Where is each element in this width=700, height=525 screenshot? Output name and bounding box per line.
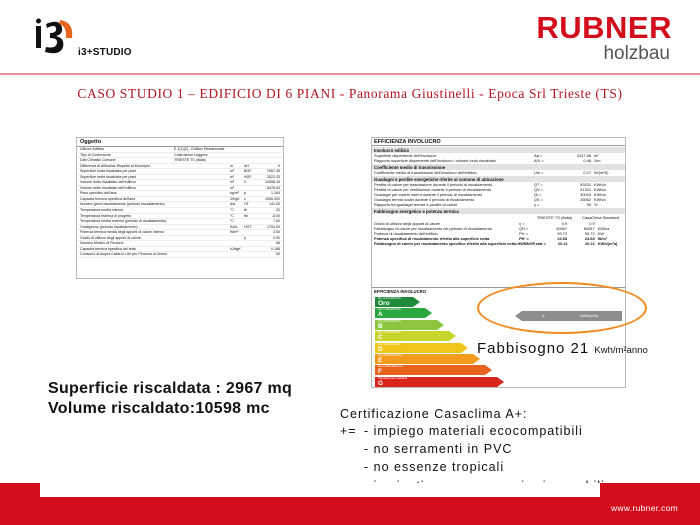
table-cell: Differenza di Altitudine Rispetto al Municipio	[80, 163, 150, 168]
certification-prefix: +=	[340, 424, 357, 438]
energy-class-letter: F	[378, 368, 382, 376]
table-cell	[174, 230, 230, 235]
energy-class-range: fino a 160 kWh/m²a	[378, 364, 403, 369]
energy-class-range: fino a 70 kWh/m²a	[378, 330, 401, 335]
table-cell: m	[230, 163, 233, 168]
table-cell	[174, 191, 230, 196]
certification-item: - no serramenti in PVC	[364, 442, 513, 456]
table-row: Guadagni termici solari durante il periodo di riscaldamento QS = 25062 KWh/a	[374, 197, 606, 202]
table-cell: 0.90	[273, 235, 280, 240]
table-cell	[230, 158, 244, 163]
table-cell	[230, 241, 244, 246]
table-cell	[244, 153, 258, 158]
table-cell: TRIESTE TS (Italia)	[174, 158, 206, 163]
table-cell	[244, 147, 258, 152]
table-cell: Potenza termica media degli apporti di calore interno	[80, 230, 164, 235]
table-row: Perdita di calore per trasmissione durante il periodo di riscaldamento QT = 59231 KWh/a	[374, 182, 606, 187]
energy-class-bar	[375, 297, 413, 307]
energy-class-bar	[375, 354, 473, 364]
surface-volume-block	[48, 379, 292, 419]
table-cell: Tipo di Costruzione	[80, 152, 111, 157]
table-cell: ΔH	[244, 163, 249, 168]
table-cell	[174, 175, 230, 180]
energy-class-bar	[375, 377, 497, 387]
table-cell: Utilizzo Edificio	[80, 147, 105, 151]
highlight-ellipse	[477, 282, 647, 334]
certification-block	[340, 405, 583, 474]
table-cell	[174, 225, 230, 230]
table-row: Perdita di calore per ventilazione durante il periodo di riscaldamento QV = 41331 KWh/a	[374, 187, 606, 192]
table-cell	[258, 158, 280, 163]
table-row: Superficie disperdente dell'involucro Aø = 5117.66 m²	[374, 153, 599, 158]
table-cell: m²	[230, 174, 235, 179]
table-cell: W/m²	[230, 230, 239, 235]
table-cell: Temperatura media interna	[80, 208, 123, 213]
table-row: Grado di utilizzo degli apporti di calore η = 0.9 0.9	[374, 221, 595, 226]
table-cell: Consumo di Acqua Calda in Litri per Persona al Giorno	[80, 252, 168, 257]
table-cell: 10598.16	[265, 180, 280, 185]
energy-class-letter: Oro	[378, 300, 390, 307]
energy-class-range: fino a 50 kWh/m²a	[378, 318, 401, 323]
certification-title: Certificazione Casaclima A+:	[340, 407, 528, 421]
table-cell: θi	[244, 208, 247, 213]
table-cell: 20	[276, 208, 280, 213]
table-cell: 56	[276, 241, 280, 246]
table-cell: m³	[230, 180, 235, 185]
table-cell	[174, 208, 230, 213]
energy-demand-note	[477, 340, 648, 357]
table-cell: -5.00	[271, 213, 280, 218]
rubner-logo	[536, 12, 672, 64]
energy-class-range: fino a 30 kWh/m²a	[378, 307, 401, 312]
table-cell: Temperatura esterna di progetto	[80, 213, 132, 218]
energy-class-bar	[375, 331, 449, 341]
table-cell: Volume lordo riscaldato dell'edificio	[80, 180, 136, 185]
table-cell: 3.50	[273, 230, 280, 235]
section-energy-demand: Fabbisogno energetico e potenza termica	[372, 208, 625, 214]
table-cell: 1.164	[271, 191, 280, 196]
table-cell: Numero Minimo di Persone	[80, 241, 124, 246]
table-cell: 0.188	[271, 246, 280, 251]
table-cell: 1006.000	[265, 196, 280, 201]
table-cell: kg/m³	[230, 191, 239, 196]
column-location: TRIESTE TS (Italia)	[536, 215, 573, 220]
table-cell: Dati Climatici Comune	[80, 158, 116, 163]
table-cell: Peso specifico dell'aria	[80, 191, 117, 196]
table-cell: 2967.45	[267, 169, 280, 174]
energy-class-bar	[375, 365, 485, 375]
sheet-heading: EFFICIENZA INVOLUCRO	[372, 138, 625, 146]
table-cell	[244, 219, 258, 224]
table-cell: c	[244, 196, 246, 201]
slide-title: CASO STUDIO 1 – EDIFICIO DI 6 PIANI - Panorama Giustinelli - Epoca Srl Trieste (TS)	[77, 86, 623, 101]
table-cell	[230, 236, 244, 241]
energy-class-letter: A	[378, 311, 383, 319]
table-cell: BGF	[244, 169, 252, 174]
table-cell	[230, 153, 244, 158]
table-cell: 141.00	[269, 202, 280, 207]
table-row: Fabbisogno di calore per riscaldamento specifico riferito alla superficie netta HWBNGF,stat = 20.21 20.21 KWh/(m²a)	[374, 241, 618, 246]
table-cell	[258, 153, 280, 158]
table-cell: V	[244, 180, 247, 185]
table-cell: 0	[278, 163, 280, 168]
table-cell	[174, 180, 230, 185]
table-cell: Superficie netta riscaldata per piani	[80, 174, 137, 179]
table-cell: Temperatura media esterna (periodo di riscaldamento)	[80, 219, 167, 224]
i3-studio-logo	[34, 16, 154, 62]
heated-volume: Volume riscaldato:10598 mc	[48, 400, 270, 417]
table-cell	[174, 197, 230, 202]
table-cell: m²	[230, 169, 235, 174]
table-cell: 2522.33	[267, 174, 280, 179]
table-cell: Numero giorni riscaldamento (periodo riscaldamento)	[80, 202, 165, 207]
table-cell: °C	[230, 213, 235, 218]
heated-surface: Superficie riscaldata : 2967 mq	[48, 380, 293, 397]
energy-class-bar	[375, 343, 461, 353]
table-cell: Volume netto riscaldato dell'edificio	[80, 185, 136, 190]
table-cell: °C	[230, 208, 235, 213]
table-cell: °C	[230, 219, 235, 224]
table-row: Fabbisogno di calore per riscaldamento nel periodo di riscaldamento QH = 60067 60067 KWh/a	[374, 226, 610, 231]
table-cell: θe	[244, 213, 248, 218]
energy-class-range: Standard case esistenti	[378, 375, 408, 380]
footer-notch	[310, 483, 600, 497]
table-cell	[230, 147, 244, 152]
table-cell	[174, 186, 230, 191]
table-row: Coefficiente medio di trasmissione dell'involucro dell'edificio Um = 0.27 W/(m²K)	[374, 170, 609, 175]
table-body	[77, 147, 283, 258]
table-cell	[174, 202, 230, 207]
table-cell	[174, 252, 230, 257]
table-cell: 8478.53	[267, 185, 280, 190]
table-cell: m³	[230, 185, 235, 190]
top-divider	[0, 73, 700, 75]
certification-item: - no essenze tropicali	[364, 460, 505, 474]
energy-class-bar	[375, 320, 437, 330]
table-cell: Kd/a	[230, 224, 238, 229]
table-cell: 50	[276, 252, 280, 257]
table-cell: E.1(1)(2) - Edificio Residenziale	[174, 147, 225, 151]
column-standard: CasaClima Standard	[582, 215, 619, 220]
energy-class-bar	[375, 308, 425, 318]
table-cell	[244, 230, 258, 235]
table-cell: ρ	[244, 191, 247, 196]
section-envelope: Involucro edilizio	[372, 147, 625, 153]
energy-class-range: fino a 90 kWh/m²a	[378, 341, 401, 346]
table-cell: η	[244, 235, 246, 240]
table-cell	[174, 241, 230, 246]
table-cell	[174, 214, 230, 219]
table-cell	[244, 241, 258, 246]
table-cell	[258, 147, 280, 152]
table-cell: Capacità termica specifica dell'aria	[80, 196, 136, 201]
table-cell	[174, 247, 230, 252]
table-cell	[230, 252, 244, 257]
rubner-sub: holzbau	[603, 43, 670, 64]
table-row	[77, 252, 283, 258]
section-transmission: Coefficiente medio di trasmissione	[372, 164, 625, 170]
table-cell	[244, 252, 258, 257]
energy-class-letter: D	[378, 345, 383, 353]
table-cell: Capacità termica specifica del tetto	[80, 246, 136, 251]
table-cell	[244, 186, 258, 191]
rubner-brand: RUBNER	[536, 10, 672, 45]
demand-column-headers	[372, 214, 625, 221]
table-cell: Grado di utilizzo degli apporti di calore	[80, 235, 141, 240]
efficiency-title: EFFICIENZA INVOLUCRO	[374, 289, 427, 294]
footer-url[interactable]: www.rubner.com	[610, 503, 678, 513]
table-cell: Superficie lorda riscaldata per piani	[80, 169, 137, 174]
table-cell	[174, 219, 230, 224]
demand-value: Fabbisogno 21	[477, 340, 590, 357]
table-cell: Gradigiorno (periodo riscaldamento)	[80, 224, 138, 229]
table-cell	[174, 164, 230, 169]
table-cell	[174, 169, 230, 174]
pointer-class: A	[542, 314, 545, 318]
table-row: Potenza specifica di riscaldamento riferita alla superficie netta PH' = 23.68 23.68 W/m²	[374, 236, 608, 241]
footer-notch	[40, 483, 310, 497]
energy-class-letter: B	[378, 322, 383, 330]
energy-class-letter: C	[378, 334, 383, 342]
pointer-unit: KWh/(m²a)	[580, 314, 599, 318]
energy-class-range: fino a 10 kWh/m²a	[378, 296, 401, 300]
object-data-table	[76, 137, 284, 279]
table-cell: d/a	[230, 202, 235, 207]
i3-logo-icon	[34, 16, 78, 60]
energy-class-letter: E	[378, 357, 383, 364]
certification-item: - impiego materiali ecocompatibili	[364, 424, 583, 438]
table-cell: NGF	[244, 174, 252, 179]
table-cell	[244, 247, 258, 252]
demand-unit: Kwh/m²anno	[594, 345, 648, 356]
table-row: Guadagni per carichi interni durante il periodo di riscaldamento Qi = 30043 KWh/a	[374, 192, 606, 197]
table-cell	[244, 158, 258, 163]
table-row: Rapporto superficie disperdente dell'involucro / volume lordo riscaldato A/V = 0.48 1/m	[374, 158, 601, 163]
table-cell	[174, 236, 230, 241]
table-cell: Costruzione Leggera	[174, 152, 208, 157]
table-cell: HT	[244, 202, 249, 207]
i3-logo-text: i3+STUDIO	[78, 47, 132, 58]
table-row: Rapporto tra guadagni termici e perdite di calore γ = 55 %	[374, 202, 598, 207]
energy-class-letter: G	[378, 379, 384, 387]
table-cell: 1754.00	[267, 224, 280, 229]
energy-class-range: fino a 120 kWh/m²a	[378, 353, 403, 357]
section-gains-losses: Guadagni e perdite energetiche riferite al comune di ubicazione	[372, 176, 625, 182]
table-cell: J/KgK	[230, 196, 240, 201]
table-row: Potenza di riscaldamento dell'edificio PH = 59.72 59.72 KW	[374, 231, 604, 236]
table-heading: Oggetto	[77, 138, 283, 147]
table-cell: kJ/kgK	[230, 246, 241, 251]
table-cell: HGT	[244, 224, 252, 229]
table-cell: 7.60	[273, 219, 280, 224]
